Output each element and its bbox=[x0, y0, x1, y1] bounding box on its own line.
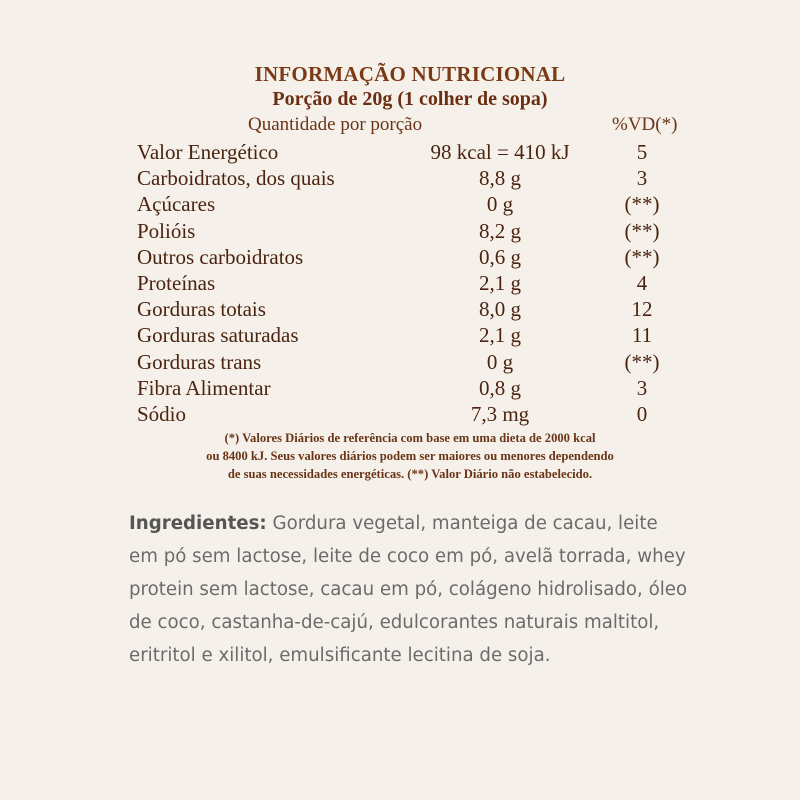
nutrition-row bbox=[0, 400, 800, 426]
nutrition-row bbox=[0, 348, 800, 374]
nutrient-daily-value: 12 bbox=[631, 297, 653, 322]
quantity-header: Quantidade por porção bbox=[248, 114, 423, 135]
nutrient-daily-value: (**) bbox=[624, 349, 660, 374]
nutrition-table bbox=[0, 138, 800, 426]
nutrient-amount: 8,2 g bbox=[479, 218, 521, 243]
ingredients-paragraph bbox=[129, 507, 689, 672]
nutrient-name: Sódio bbox=[137, 401, 187, 426]
nutrient-name: Polióis bbox=[137, 218, 196, 243]
nutrient-amount: 0 g bbox=[486, 349, 514, 374]
nutrition-row bbox=[0, 190, 800, 216]
nutrition-row bbox=[0, 164, 800, 190]
nutrient-name: Proteínas bbox=[137, 270, 216, 295]
nutrient-amount: 7,3 mg bbox=[470, 401, 530, 426]
daily-value-footnote bbox=[150, 429, 670, 483]
nutrition-row bbox=[0, 321, 800, 347]
nutrient-name: Carboidratos, dos quais bbox=[137, 166, 335, 191]
nutrition-row bbox=[0, 243, 800, 269]
nutrient-amount: 0,8 g bbox=[479, 375, 521, 400]
nutrient-amount: 0,6 g bbox=[479, 244, 521, 269]
nutrition-row bbox=[0, 374, 800, 400]
nutrient-name: Gorduras totais bbox=[137, 297, 266, 322]
nutrient-name: Outros carboidratos bbox=[137, 244, 304, 269]
nutrient-daily-value: (**) bbox=[624, 244, 660, 269]
footnote-line: (*) Valores Diários de referência com base em uma dieta de 2000 kcal bbox=[224, 431, 596, 445]
nutrient-daily-value: 4 bbox=[636, 270, 648, 295]
ingredients-label: Ingredientes: bbox=[129, 513, 267, 534]
nutrient-name: Fibra Alimentar bbox=[137, 375, 271, 400]
nutrient-amount: 2,1 g bbox=[479, 270, 521, 295]
nutrient-name: Gorduras saturadas bbox=[137, 323, 299, 348]
nutrition-row bbox=[0, 269, 800, 295]
nutrient-daily-value: 3 bbox=[636, 375, 648, 400]
nutrient-daily-value: (**) bbox=[624, 192, 660, 217]
nutrient-amount: 8,0 g bbox=[479, 297, 521, 322]
nutrition-row bbox=[0, 217, 800, 243]
nutrient-daily-value: 5 bbox=[636, 140, 648, 164]
nutrient-daily-value: 11 bbox=[631, 323, 653, 348]
nutrient-daily-value: 3 bbox=[636, 166, 648, 191]
nutrition-row bbox=[0, 295, 800, 321]
nutrition-title: INFORMAÇÃO NUTRICIONAL bbox=[254, 62, 566, 86]
nutrient-amount: 8,8 g bbox=[479, 166, 521, 191]
nutrient-amount: 0 g bbox=[486, 192, 514, 217]
footnote-line: de suas necessidades energéticas. (**) Valor Diário não estabelecido. bbox=[227, 467, 593, 481]
nutrition-row bbox=[0, 138, 800, 164]
nutrient-amount: 98 kcal = 410 kJ bbox=[430, 140, 570, 164]
nutrient-name: Valor Energético bbox=[137, 140, 279, 164]
nutrient-amount: 2,1 g bbox=[479, 323, 521, 348]
ingredients-text: Gordura vegetal, manteiga de cacau, leite em pó sem lactose, leite de coco em pó, avelã torrada, whey protein sem lactose, cacau em pó, colágeno hidrolisado, óleo de coco, castanha-de-cajú, edulcorantes naturais maltitol, eritritol e xilitol, emulsificante lecitina de soja. bbox=[129, 513, 688, 666]
nutrient-daily-value: 0 bbox=[636, 401, 648, 426]
nutrient-daily-value: (**) bbox=[624, 218, 660, 243]
serving-size: Porção de 20g (1 colher de sopa) bbox=[272, 88, 548, 110]
footnote-line: ou 8400 kJ. Seus valores diários podem ser maiores ou menores dependendo bbox=[206, 449, 614, 463]
daily-value-header: %VD(*) bbox=[612, 114, 678, 135]
nutrient-name: Açúcares bbox=[137, 192, 216, 217]
nutrient-name: Gorduras trans bbox=[137, 349, 262, 374]
